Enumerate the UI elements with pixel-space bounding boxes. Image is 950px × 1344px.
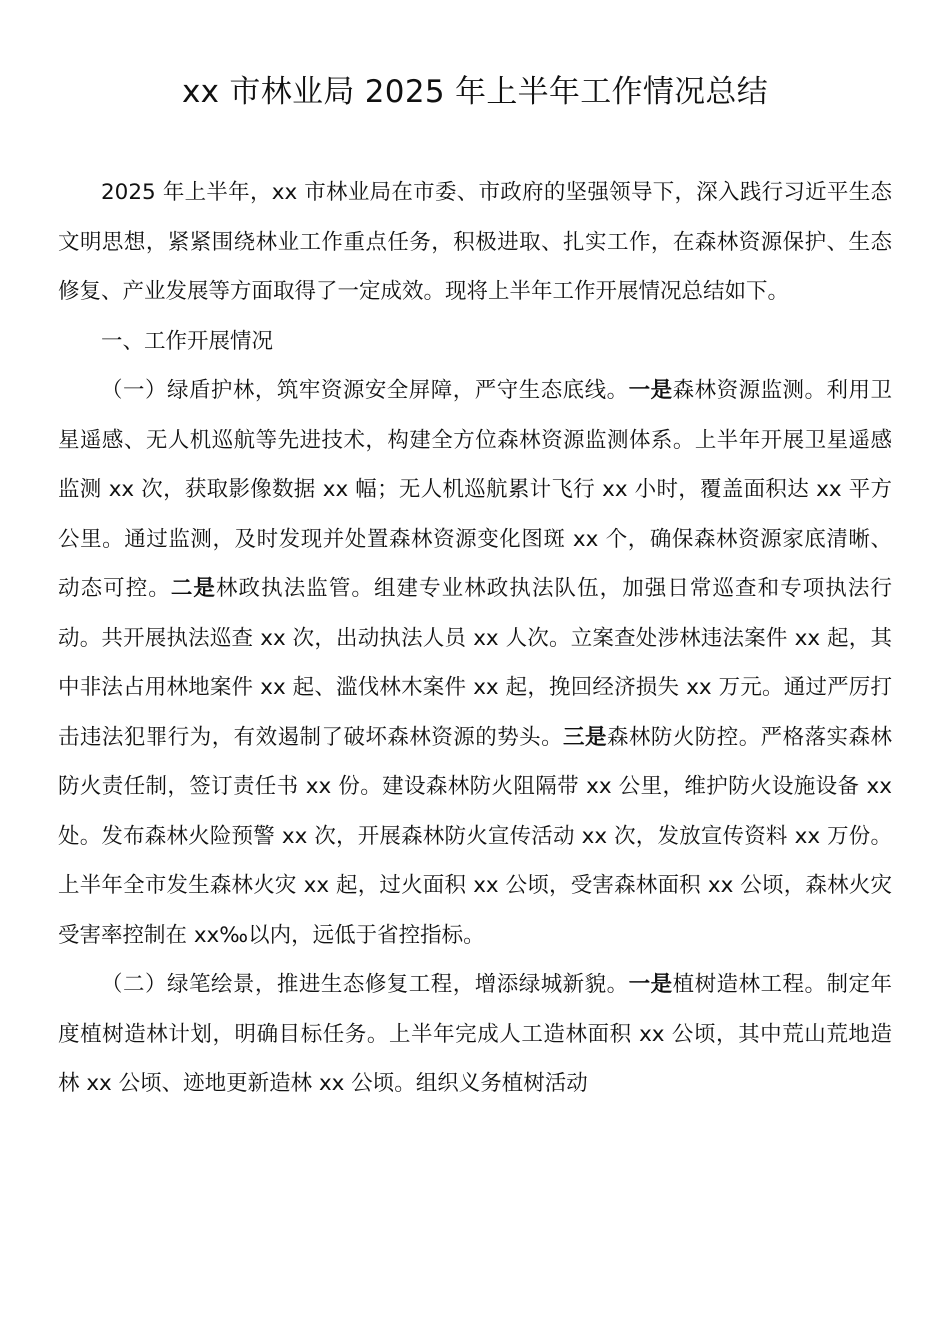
document-title: xx 市林业局 2025 年上半年工作情况总结 [181,74,769,110]
section-2-text-1: 植树造林工程。制定年度植树造林计划，明确目标任务。上半年完成人工造林面积 xx 公顷，其中荒山荒地造林 xx 公顷、迹地更新造林 xx 公顷。组织义务植树活动 [58,972,892,1096]
section-heading: 一、工作开展情况 [101,328,274,354]
section-1-mark-3: 三是 [563,724,607,750]
intro-paragraph: 2025 年上半年，xx 市林业局在市委、市政府的坚强领导下，深入践行习近平生态文明思想，紧紧围绕林业工作重点任务，积极进取、扎实工作，在森林资源保护、生态修复、产业发展等方面取得了一定成效。现将上半年工作开展情况总结如下。 [58,180,892,304]
document-body [58,168,892,1109]
section-1-lead: （一）绿盾护林，筑牢资源安全屏障，严守生态底线。 [101,378,629,403]
section-1-text-2: 林政执法监管。组建专业林政执法队伍，加强日常巡查和专项执法行动。共开展执法巡查 xx 次，出动执法人员 xx 人次。立案查处涉林违法案件 xx 起，其中非法占用林地案件 xx 起、滥伐林木案件 xx 起，挽回经济损失 xx 万元。通过严厉打击违法犯罪行为，有效遏制了破坏森林资源的势头。 [58,576,892,750]
section-2-paragraph [58,960,892,1109]
section-1-text-3: 森林防火防控。严格落实森林防火责任制，签订责任书 xx 份。建设森林防火阻隔带 xx 公里，维护防火设施设备 xx 处。发布森林火险预警 xx 次，开展森林防火宣传活动 xx 次，发放宣传资料 xx 万份。上半年全市发生森林火灾 xx 起，过火面积 xx 公顷，受害森林面积 xx 公顷，森林火灾受害率控制在 xx‰以内，远低于省控指标。 [58,724,892,948]
section-2-mark-1: 一是 [628,972,673,997]
section-2-lead: （二）绿笔绘景，推进生态修复工程，增添绿城新貌。 [101,972,629,997]
section-1-paragraph [58,366,892,960]
section-1-mark-2: 二是 [170,576,216,601]
section-1-mark-1: 一是 [628,378,673,403]
section-1-text-1: 森林资源监测。利用卫星遥感、无人机巡航等先进技术，构建全方位森林资源监测体系。上半年开展卫星遥感监测 xx 次，获取影像数据 xx 幅；无人机巡航累计飞行 xx 小时，覆盖面积达 xx 平方公里。通过监测，及时发现并处置森林资源变化图斑 xx 个，确保森林资源家底清晰、动态可控。 [58,378,892,601]
